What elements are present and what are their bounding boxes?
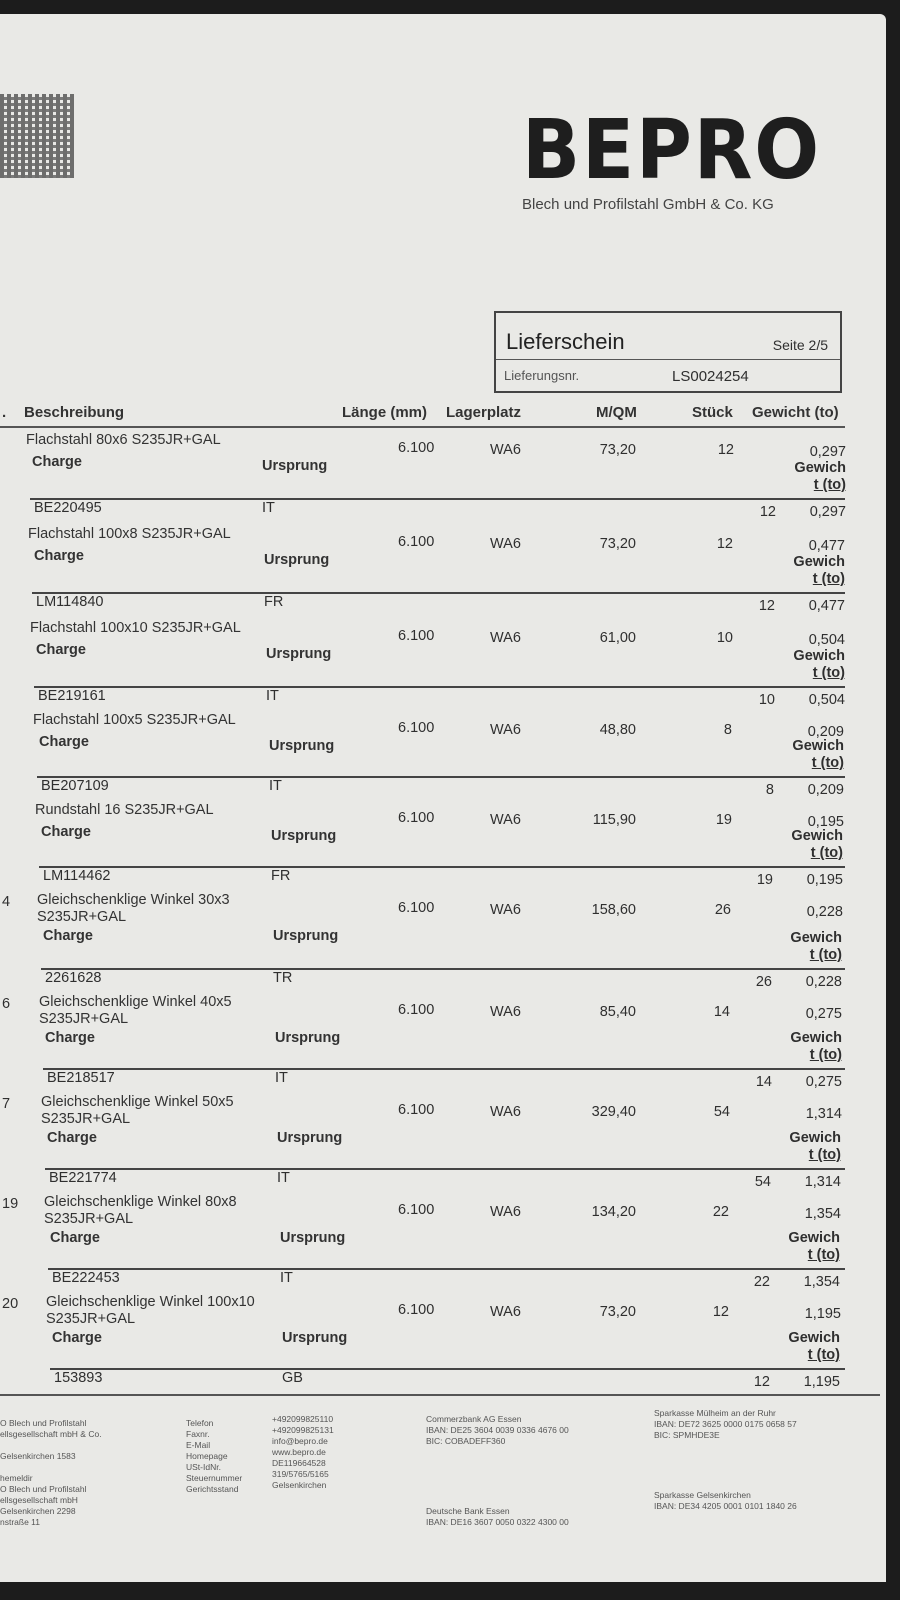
weight-label-b: t (to) [809, 1047, 842, 1063]
origin-country: GB [282, 1370, 303, 1386]
item-storage: WA6 [490, 1204, 521, 1220]
item-quantity: 22 [712, 1204, 729, 1220]
item-mqm: 73,20 [599, 442, 636, 458]
item-row [0, 526, 886, 614]
item-storage: WA6 [490, 1304, 521, 1320]
item-pos: 6 [2, 996, 11, 1012]
subtotal-weight: 0,209 [807, 782, 844, 798]
item-quantity: 8 [723, 722, 732, 738]
subtotal-weight: 0,504 [808, 692, 845, 708]
item-pos: 20 [2, 1296, 19, 1312]
charge-label: Charge [34, 548, 84, 564]
item-length: 6.100 [398, 900, 435, 916]
origin-country: IT [280, 1270, 293, 1286]
subtotal-weight-label [781, 1130, 841, 1164]
item-divider [37, 776, 845, 778]
item-row [0, 1094, 886, 1190]
item-description: Gleichschenklige Winkel 80x8 S235JR+GAL [44, 1194, 237, 1227]
subtotal-weight: 0,297 [809, 504, 846, 520]
item-storage: WA6 [490, 1104, 521, 1120]
item-length: 6.100 [398, 534, 435, 550]
origin-label: Ursprung [266, 646, 332, 662]
charge-label: Charge [32, 454, 82, 470]
weight-label-b: t (to) [813, 477, 846, 493]
item-storage: WA6 [490, 902, 521, 918]
item-description: Flachstahl 100x8 S235JR+GAL [28, 526, 231, 542]
origin-label: Ursprung [271, 828, 337, 844]
origin-label: Ursprung [273, 928, 339, 944]
subtotal-weight-label [782, 1030, 842, 1064]
item-weight: 0,504 [808, 632, 845, 648]
charge-number: BE218517 [47, 1070, 115, 1086]
header-length: Länge (mm) [342, 404, 428, 421]
charge-number: LM114462 [43, 868, 111, 884]
company-logo [522, 103, 842, 213]
charge-number: 153893 [54, 1370, 103, 1386]
company-subtitle: Blech und Profilstahl GmbH & Co. KG [522, 196, 774, 213]
weight-label-a: Gewich [788, 1230, 840, 1246]
origin-country: IT [269, 778, 282, 794]
item-divider [39, 866, 845, 868]
origin-country: FR [264, 594, 284, 610]
weight-label-b: t (to) [809, 947, 842, 963]
weight-label-a: Gewich [793, 554, 845, 570]
weight-label-a: Gewich [788, 1330, 840, 1346]
header-weight: Gewicht (to) [752, 404, 839, 421]
origin-label: Ursprung [277, 1130, 343, 1146]
item-mqm: 85,40 [599, 1004, 636, 1020]
item-length: 6.100 [398, 720, 435, 736]
item-weight: 0,477 [808, 538, 845, 554]
item-quantity: 10 [716, 630, 733, 646]
header-pos: . [2, 404, 7, 421]
weight-label-b: t (to) [807, 1347, 840, 1363]
subtotal-weight: 1,314 [804, 1174, 841, 1190]
subtotal-quantity: 10 [758, 692, 775, 708]
item-mqm: 48,80 [599, 722, 636, 738]
subtotal-weight: 1,354 [803, 1274, 840, 1290]
item-divider [45, 1168, 845, 1170]
charge-label: Charge [50, 1230, 100, 1246]
origin-country: IT [275, 1070, 288, 1086]
footer-bank-3: Deutsche Bank Essen IBAN: DE16 3607 0050 0322 4300 00 [426, 1506, 569, 1527]
origin-country: IT [266, 688, 279, 704]
item-description: Gleichschenklige Winkel 40x5 S235JR+GAL [39, 994, 232, 1027]
charge-number: BE220495 [34, 500, 102, 516]
item-storage: WA6 [490, 722, 521, 738]
weight-label-a: Gewich [792, 738, 844, 754]
header-mqm: M/QM [596, 404, 637, 421]
subtotal-quantity: 14 [755, 1074, 772, 1090]
item-quantity: 12 [716, 536, 733, 552]
item-divider [48, 1268, 845, 1270]
logo-mark: BEPRO [522, 103, 821, 198]
item-row [0, 712, 886, 798]
item-divider [41, 968, 845, 970]
charge-number: BE219161 [38, 688, 106, 704]
item-length: 6.100 [398, 628, 435, 644]
weight-label-a: Gewich [790, 930, 842, 946]
origin-label: Ursprung [282, 1330, 348, 1346]
subtotal-quantity: 54 [754, 1174, 771, 1190]
item-description: Flachstahl 100x10 S235JR+GAL [30, 620, 241, 636]
subtotal-quantity: 8 [765, 782, 774, 798]
origin-label: Ursprung [264, 552, 330, 568]
document-title: Lieferschein [506, 329, 625, 354]
footer-contact-labels: Telefon Faxnr. E-Mail Homepage USt-IdNr. Steuernummer Gerichtsstand [186, 1418, 243, 1494]
subtotal-weight-label [780, 1330, 840, 1364]
charge-number: LM114840 [36, 594, 104, 610]
item-pos: 19 [2, 1196, 19, 1212]
weight-label-b: t (to) [807, 1247, 840, 1263]
item-storage: WA6 [490, 442, 521, 458]
subtotal-quantity: 12 [753, 1374, 770, 1390]
item-mqm: 61,00 [599, 630, 636, 646]
item-row [0, 1294, 886, 1390]
item-weight: 0,209 [807, 724, 844, 740]
origin-country: TR [273, 970, 293, 986]
subtotal-weight-label [780, 1230, 840, 1264]
origin-label: Ursprung [275, 1030, 341, 1046]
item-storage: WA6 [490, 812, 521, 828]
item-description: Gleichschenklige Winkel 50x5 S235JR+GAL [41, 1094, 234, 1127]
item-length: 6.100 [398, 810, 435, 826]
charge-label: Charge [45, 1030, 95, 1046]
header-divider [0, 426, 845, 428]
delivery-number-label: Lieferungsnr. [504, 368, 580, 383]
header-count: Stück [692, 404, 733, 421]
item-weight: 0,297 [809, 444, 846, 460]
item-description: Flachstahl 100x5 S235JR+GAL [33, 712, 236, 728]
weight-label-a: Gewich [794, 460, 846, 476]
item-divider [50, 1368, 845, 1370]
item-weight: 0,195 [807, 814, 844, 830]
item-weight: 1,354 [804, 1206, 841, 1222]
subtotal-quantity: 26 [755, 974, 772, 990]
header-description: Beschreibung [24, 404, 125, 421]
weight-label-b: t (to) [808, 1147, 841, 1163]
charge-label: Charge [52, 1330, 102, 1346]
item-description: Flachstahl 80x6 S235JR+GAL [26, 432, 221, 448]
item-row [0, 802, 886, 888]
footer-bank-2: Sparkasse Mülheim an der Ruhr IBAN: DE72 3625 0000 0175 0658 57 BIC: SPMHDE3E [654, 1408, 797, 1440]
item-mqm: 134,20 [591, 1204, 636, 1220]
item-mqm: 158,60 [591, 902, 636, 918]
footer [0, 1406, 886, 1576]
item-mqm: 73,20 [599, 1304, 636, 1320]
footer-bank-4: Sparkasse Gelsenkirchen IBAN: DE34 4205 0001 0101 1840 26 [654, 1490, 797, 1511]
item-pos: 7 [2, 1096, 11, 1112]
delivery-number: LS0024254 [672, 368, 749, 385]
subtotal-weight: 0,275 [805, 1074, 842, 1090]
charge-number: 2261628 [45, 970, 102, 986]
item-weight: 0,275 [805, 1006, 842, 1022]
item-quantity: 12 [717, 442, 734, 458]
item-divider [30, 498, 845, 500]
item-quantity: 54 [713, 1104, 730, 1120]
weight-label-a: Gewich [793, 648, 845, 664]
subtotal-weight-label [783, 828, 843, 862]
origin-country: IT [277, 1170, 290, 1186]
charge-label: Charge [43, 928, 93, 944]
subtotal-weight-label [782, 930, 842, 964]
item-storage: WA6 [490, 536, 521, 552]
header-storage: Lagerplatz [446, 404, 522, 421]
item-row [0, 432, 886, 520]
charge-label: Charge [41, 824, 91, 840]
item-length: 6.100 [398, 1102, 435, 1118]
item-length: 6.100 [398, 1202, 435, 1218]
item-divider [34, 686, 845, 688]
charge-label: Charge [39, 734, 89, 750]
item-weight: 1,314 [805, 1106, 842, 1122]
charge-label: Charge [47, 1130, 97, 1146]
weight-label-a: Gewich [790, 1030, 842, 1046]
item-pos: 4 [2, 894, 11, 910]
item-weight: 1,195 [804, 1306, 841, 1322]
item-description: Gleichschenklige Winkel 100x10 S235JR+GAL [46, 1294, 255, 1327]
item-quantity: 12 [712, 1304, 729, 1320]
subtotal-quantity: 12 [759, 504, 776, 520]
item-row [0, 994, 886, 1090]
item-quantity: 14 [713, 1004, 730, 1020]
footer-contact-values: +492099825110 +492099825131 info@bepro.de www.bepro.de DE119664528 319/5765/5165 Gelsenkirchen [272, 1414, 334, 1490]
item-quantity: 26 [714, 902, 731, 918]
subtotal-weight: 0,228 [805, 974, 842, 990]
origin-label: Ursprung [262, 458, 328, 474]
subtotal-quantity: 12 [758, 598, 775, 614]
weight-label-a: Gewich [791, 828, 843, 844]
item-row [0, 620, 886, 708]
weight-label-a: Gewich [789, 1130, 841, 1146]
document-page [0, 14, 886, 1582]
subtotal-weight: 1,195 [803, 1374, 840, 1390]
charge-label: Charge [36, 642, 86, 658]
item-mqm: 73,20 [599, 536, 636, 552]
document-info-box [494, 311, 842, 393]
item-storage: WA6 [490, 1004, 521, 1020]
item-description: Rundstahl 16 S235JR+GAL [35, 802, 214, 818]
charge-number: BE207109 [41, 778, 109, 794]
subtotal-weight-label [786, 460, 846, 494]
origin-label: Ursprung [280, 1230, 346, 1246]
item-weight: 0,228 [806, 904, 843, 920]
weight-label-b: t (to) [812, 571, 845, 587]
item-storage: WA6 [490, 630, 521, 646]
item-description: Gleichschenklige Winkel 30x3 S235JR+GAL [37, 892, 230, 925]
item-length: 6.100 [398, 440, 435, 456]
item-quantity: 19 [715, 812, 732, 828]
charge-number: BE222453 [52, 1270, 120, 1286]
subtotal-quantity: 19 [756, 872, 773, 888]
origin-country: FR [271, 868, 291, 884]
item-length: 6.100 [398, 1302, 435, 1318]
page-indicator: Seite 2/5 [772, 337, 828, 353]
item-mqm: 115,90 [592, 812, 636, 828]
subtotal-weight-label [785, 648, 845, 682]
item-divider [43, 1068, 845, 1070]
weight-label-b: t (to) [811, 755, 844, 771]
footer-divider [0, 1394, 880, 1396]
item-row [0, 892, 886, 990]
weight-label-b: t (to) [810, 845, 843, 861]
qr-code [0, 94, 74, 178]
subtotal-weight: 0,477 [808, 598, 845, 614]
item-length: 6.100 [398, 1002, 435, 1018]
origin-country: IT [262, 500, 275, 516]
charge-number: BE221774 [49, 1170, 117, 1186]
footer-bank-1: Commerzbank AG Essen IBAN: DE25 3604 0039 0336 4676 00 BIC: COBADEFF360 [426, 1414, 569, 1446]
footer-company: O Blech und Profilstahl ellsgesellschaft mbH & Co. Gelsenkirchen 1583 hemeldir O Blech und Profilstahl ellsgesellschaft mbH Gelsenkirchen 2298 nstraße 11 [0, 1418, 102, 1527]
subtotal-weight: 0,195 [806, 872, 843, 888]
weight-label-b: t (to) [812, 665, 845, 681]
item-divider [32, 592, 845, 594]
subtotal-weight-label [784, 738, 844, 772]
origin-label: Ursprung [269, 738, 335, 754]
subtotal-weight-label [785, 554, 845, 588]
subtotal-quantity: 22 [753, 1274, 770, 1290]
item-mqm: 329,40 [591, 1104, 636, 1120]
item-row [0, 1194, 886, 1290]
